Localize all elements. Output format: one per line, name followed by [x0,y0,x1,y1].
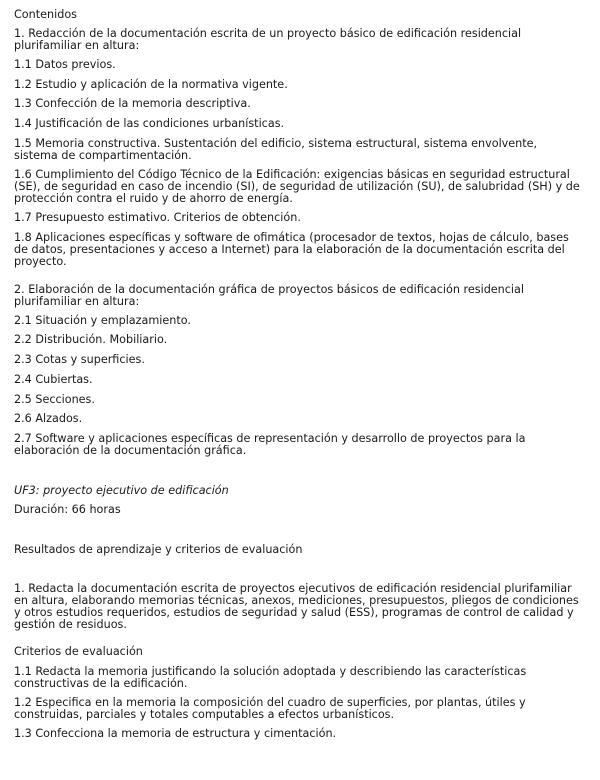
section1-item: 1.6 Cumplimiento del Código Técnico de la Edificación: exigencias básicas en seguridad estructural (SE), de seguridad en caso de incendio (SI), de seguridad de utilización (SU), de salubridad (SH) y de protección contra el ruido y de ahorro de energía. [14,168,580,205]
section2-item: 2.4 Cubiertas. [14,373,93,386]
contenidos-heading: Contenidos [14,8,77,21]
criterio-item: 1.2 Especifica en la memoria la composición del cuadro de superficies, por plantas, útiles y construidas, parciales y totales computables a efectos urbanísticos. [14,696,526,721]
criterio-item: 1.1 Redacta la memoria justificando la solución adoptada y describiendo las características constructivas de la edificación. [14,665,527,690]
resultado-1: 1. Redacta la documentación escrita de proyectos ejecutivos de edificación residencial plurifamiliar en altura, elaborando memorias técnicas, anexos, mediciones, presupuestos, pliegos de condiciones y otros estudios requeridos, estudios de seguridad y salud (ESS), programas de control de calidad y gestión de residuos. [14,582,579,631]
section2-item: 2.5 Secciones. [14,393,95,406]
section1-item: 1.3 Confección de la memoria descriptiva. [14,97,251,110]
section2-item: 2.7 Software y aplicaciones específicas de representación y desarrollo de proyectos para la elaboración de la documentación gráfica. [14,432,526,457]
section2-item: 2.1 Situación y emplazamiento. [14,314,191,327]
resultados-heading: Resultados de aprendizaje y criterios de evaluación [14,543,303,556]
section2-title: 2. Elaboración de la documentación gráfica de proyectos básicos de edificación residencial plurifamiliar en altura: [14,283,524,308]
section1-item: 1.2 Estudio y aplicación de la normativa vigente. [14,78,288,91]
section1-item: 1.1 Datos previos. [14,58,116,71]
section2-item: 2.3 Cotas y superficies. [14,353,145,366]
section1-item: 1.4 Justificación de las condiciones urbanísticas. [14,117,285,130]
duracion: Duración: 66 horas [14,503,121,516]
section2-item: 2.6 Alzados. [14,412,83,425]
section1-item: 1.8 Aplicaciones específicas y software de ofimática (procesador de textos, hojas de cálculo, bases de datos, presentaciones y acceso a Internet) para la elaboración de la documentación escrita del proyecto. [14,231,569,268]
section2-item: 2.2 Distribución. Mobiliario. [14,333,168,346]
uf3-title: UF3: proyecto ejecutivo de edificación [14,484,229,497]
criterios-heading: Criterios de evaluación [14,645,143,658]
criterio-item: 1.3 Confecciona la memoria de estructura y cimentación. [14,727,337,740]
section1-item: 1.7 Presupuesto estimativo. Criterios de obtención. [14,211,301,224]
section1-title: 1. Redacción de la documentación escrita de un proyecto básico de edificación residencial plurifamiliar en altura: [14,27,522,52]
section1-item: 1.5 Memoria constructiva. Sustentación del edificio, sistema estructural, sistema envolvente, sistema de compartimentación. [14,137,538,162]
